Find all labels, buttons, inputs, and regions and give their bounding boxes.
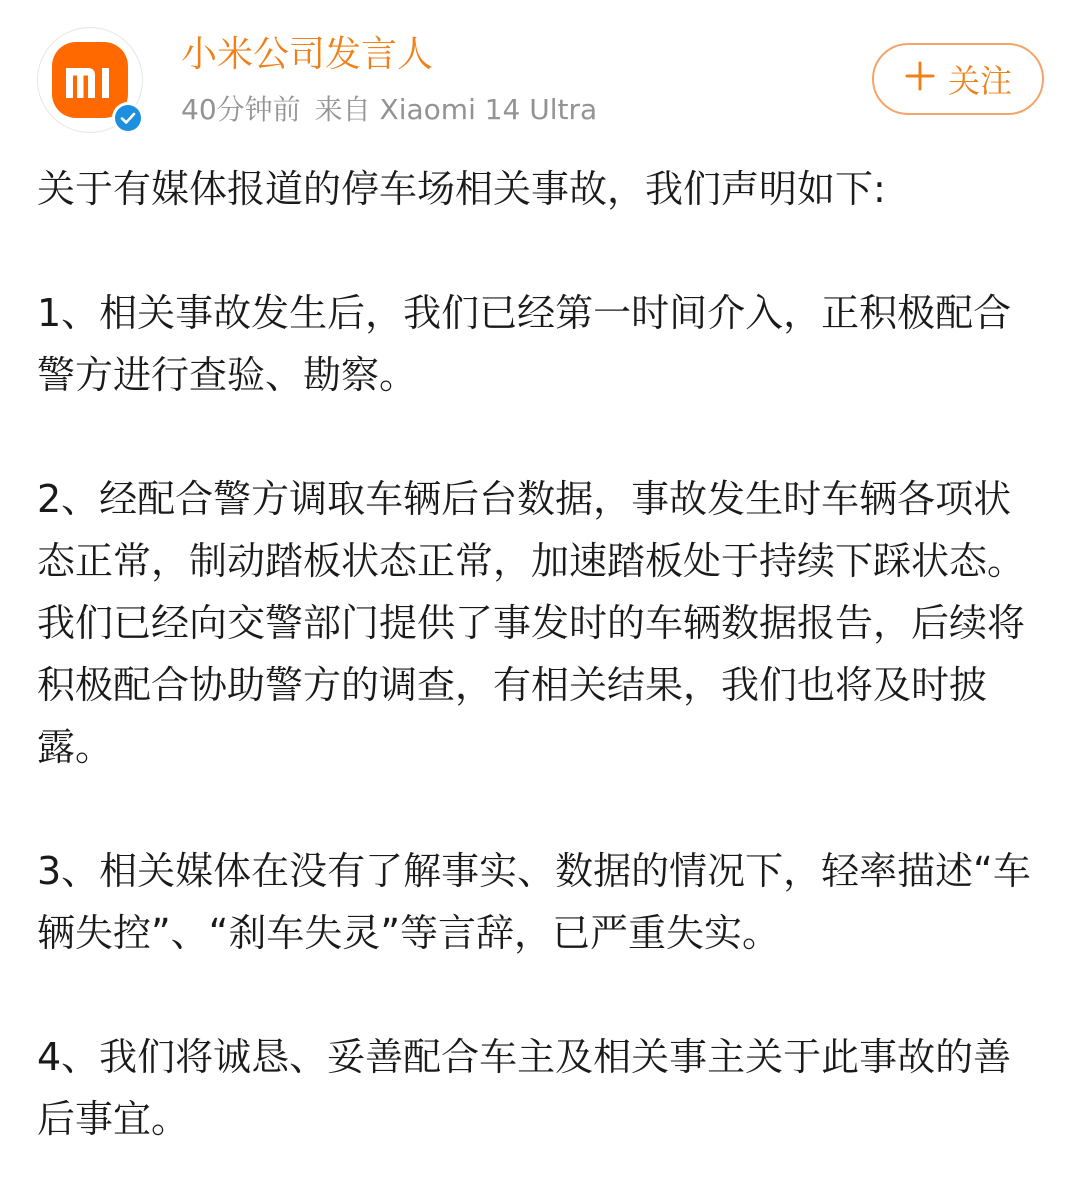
verified-badge-icon [112, 102, 144, 134]
post-time: 40分钟前 [181, 93, 301, 126]
post-body [37, 158, 1037, 1150]
post-header [0, 0, 1080, 150]
follow-label: 关注 [947, 62, 1012, 100]
follow-button[interactable] [872, 43, 1044, 115]
post-meta [181, 92, 597, 128]
post-paragraph: 关于有媒体报道的停车场相关事故，我们声明如下: [37, 167, 886, 211]
post-paragraph: 3、相关媒体在没有了解事实、数据的情况下，轻率描述“车辆失控”、“刹车失灵”等言辞，已严重失实。 [37, 849, 1031, 955]
post-paragraph: 2、经配合警方调取车辆后台数据，事故发生时车辆各项状态正常，制动踏板状态正常，加速踏板处于持续下踩状态。我们已经向交警部门提供了事发时的车辆数据报告，后续将积极配合协助警方的调查，有相关结果，我们也将及时披露。 [37, 477, 1026, 769]
plus-icon [904, 59, 936, 99]
post-source[interactable]: 来自 Xiaomi 14 Ultra [314, 93, 598, 126]
avatar[interactable] [37, 27, 143, 133]
post-paragraph: 4、我们将诚恳、妥善配合车主及相关事主关于此事故的善后事宜。 [37, 1035, 1012, 1141]
post-paragraph: 1、相关事故发生后，我们已经第一时间介入，正积极配合警方进行查验、勘察。 [37, 291, 1012, 397]
author-name[interactable]: 小米公司发言人 [181, 34, 434, 75]
